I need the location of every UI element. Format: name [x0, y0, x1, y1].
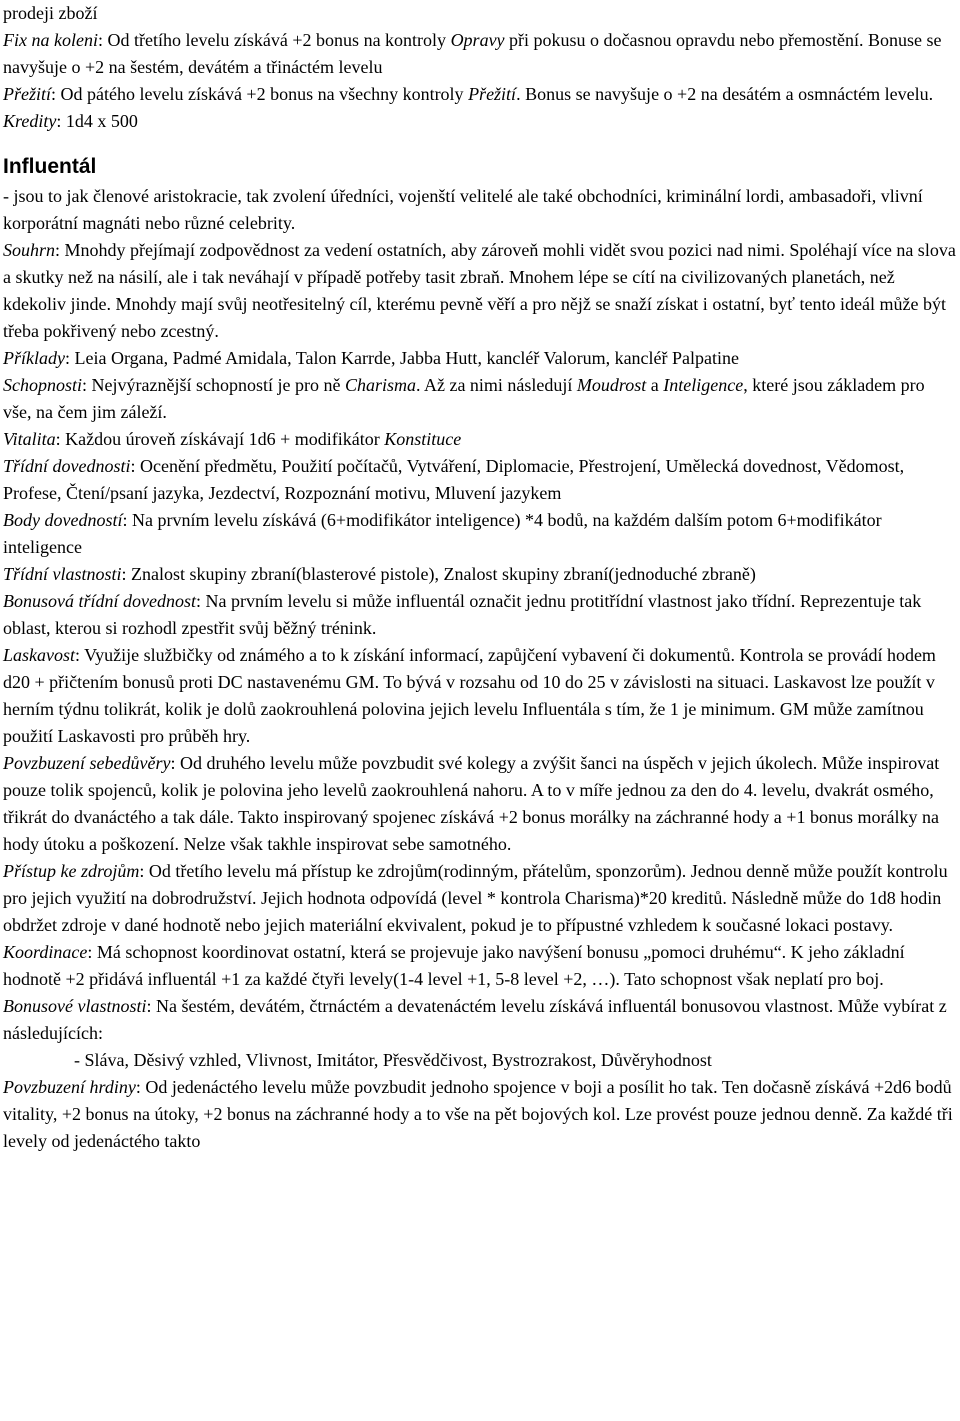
term-bonusove-vlastnosti: Bonusové vlastnosti [3, 996, 147, 1016]
list-bonusove-vlastnosti: - Sláva, Děsivý vzhled, Vlivnost, Imitátor, Přesvědčivost, Bystrozrakost, Důvěryhodnost [74, 1050, 712, 1070]
term-tridni-vlastnosti: Třídní vlastnosti [3, 564, 122, 584]
paragraph-fix-na-koleni: Fix na koleni: Od třetího levelu získává +2 bonus na kontroly Opravy při pokusu o dočasnou opravdu nebo přemostění. Bonuse se navyšuje o +2 na šestém, devátém a třináctém levelu [3, 30, 942, 77]
paragraph-body-dovednosti: Body dovedností: Na prvním levelu získává (6+modifikátor inteligence) *4 bodů, na každém dalším potom 6+modifikátor inteligence [3, 510, 882, 557]
section-heading-influental: Influentál [3, 155, 97, 178]
paragraph-schopnosti: Schopnosti: Nejvýraznější schopností je pro ně Charisma. Až za nimi následují Moudrost a Inteligence, které jsou základem pro vše, na čem jim záleží. [3, 375, 925, 422]
paragraph-povzbuzeni-sebeduvery: Povzbuzení sebedůvěry: Od druhého levelu může povzbudit své kolegy a zvýšit šanci na úspěch v jejich úkolech. Může inspirovat pouze tolik spojenců, kolik je polovina jeho levelů zaokrouhlená nahoru. A to v míře jednou za den do 4. levelu, dvakrát osmého, třikrát do dvanáctého a tak dále. Takto inspirovaný spojenec získává +2 bonus morálky na záchranné hody a +1 bonus morálky na hody útoku a poškození. Nelze však takhle inspirovat sebe samotného. [3, 753, 940, 854]
term-priklady: Příklady [3, 348, 65, 368]
paragraph-vitalita: Vitalita: Každou úroveň získávají 1d6 + modifikátor Konstituce [3, 429, 462, 449]
term-bonusova-dovednost: Bonusová třídní dovednost [3, 591, 196, 611]
term-povzbuzeni-hrdiny: Povzbuzení hrdiny [3, 1077, 136, 1097]
paragraph-preziti: Přežití: Od pátého levelu získává +2 bonus na všechny kontroly Přežití. Bonus se navyšuje o +2 na desátém a osmnáctém levelu. [3, 84, 934, 104]
term-schopnosti: Schopnosti [3, 375, 82, 395]
paragraph-tridni-vlastnosti: Třídní vlastnosti: Znalost skupiny zbraní(blasterové pistole), Znalost skupiny zbraní(jednoduché zbraně) [3, 564, 756, 584]
paragraph-continuation [3, 0, 957, 27]
term-vitalita: Vitalita [3, 429, 56, 449]
term-povzbuzeni-sebeduvery: Povzbuzení sebedůvěry [3, 753, 171, 773]
paragraph-pristup-ke-zdrojum: Přístup ke zdrojům: Od třetího levelu má přístup ke zdrojům(rodinným, přátelům, sponzorům). Jednou denně může použít kontrolu pro jejich využití na dobrodružství. Jejich hodnota odpovídá (level * kontrola Charisma)*20 kreditů. Následně může do 1d8 hodin obdržet zdroje v dané hodnotě nebo jejich materiální ekvivalent, pokud je to přípustné vzhledem k současné lokaci postavy. [3, 861, 948, 935]
term-tridni-dovednosti: Třídní dovednosti [3, 456, 131, 476]
paragraph-kredity: Kredity: 1d4 x 500 [3, 111, 138, 131]
term-fix-na-koleni: Fix na koleni [3, 30, 98, 50]
paragraph-laskavost: Laskavost: Využije službičky od známého a to k získání informací, zapůjčení vybavení či dokumentů. Kontrola se provádí hodem d20 + přičtením bonusů proti DC nastavenému GM. To bývá v rozsahu od 10 do 25 v závislosti na situaci. Laskavost lze použít v herním týdnu tolikrát, kolik je dolů zaokrouhlená polovina jejich levelu Influentála s tím, že 1 je minimum. GM může zamítnou použití Laskavosti pro průběh hry. [3, 645, 936, 746]
paragraph-intro: - jsou to jak členové aristokracie, tak zvolení úředníci, vojenští velitelé ale také obchodníci, kriminální lordi, ambasadoři, vlivní korporátní magnáti nebo různé celebrity. [3, 186, 923, 233]
term-pristup-ke-zdrojum: Přístup ke zdrojům [3, 861, 140, 881]
paragraph-bonusove-vlastnosti: Bonusové vlastnosti: Na šestém, devátém, čtrnáctém a devatenáctém levelu získává influentál bonusovou vlastnost. Může vybírat z následujících: [3, 996, 947, 1043]
term-laskavost: Laskavost [3, 645, 75, 665]
term-souhrn: Souhrn [3, 240, 56, 260]
term-koordinace: Koordinace [3, 942, 88, 962]
term-kredity: Kredity [3, 111, 57, 131]
paragraph-bonusova-dovednost: Bonusová třídní dovednost: Na prvním levelu si může influentál označit jednu protitřídní vlastnost jako třídní. Reprezentuje tak oblast, kterou si rozhodl zpestřit svůj běžný trénink. [3, 591, 922, 638]
text-continuation: prodeji zboží [3, 3, 98, 23]
paragraph-tridni-dovednosti: Třídní dovednosti: Ocenění předmětu, Použití počítačů, Vytváření, Diplomacie, Přestrojení, Umělecká dovednost, Vědomost, Profese, Čtení/psaní jazyka, Jezdectví, Rozpoznání motivu, Mluvení jazykem [3, 456, 905, 503]
term-body-dovednosti: Body dovedností [3, 510, 123, 530]
term-preziti: Přežití [3, 84, 51, 104]
paragraph-souhrn: Souhrn: Mnohdy přejímají zodpovědnost za vedení ostatních, aby zároveň mohli vidět svou pozici nad nimi. Spoléhají více na slova a skutky než na násilí, ale i tak neváhají v případě potřeby tasit zbraň. Mnohem lépe se cítí na civilizovaných planetách, než kdekoliv jinde. Mnohdy mají svůj neotřesitelný cíl, kterému pevně věří a pro nějž se snaží získat i ostatní, byť tento ideál může být třeba pokřivený nebo zcestný. [3, 240, 956, 341]
paragraph-priklady: Příklady: Leia Organa, Padmé Amidala, Talon Karrde, Jabba Hutt, kancléř Valorum, kancléř Palpatine [3, 348, 740, 368]
paragraph-povzbuzeni-hrdiny: Povzbuzení hrdiny: Od jedenáctého levelu může povzbudit jednoho spojence v boji a posílit ho tak. Ten dočasně získává +2d6 bodů vitality, +2 bonus na útoky, +2 bonus na záchranné hody a to vše na pět bojových kol. Lze provést pouze jednou denně. Za každé tři levely od jedenáctého takto [3, 1077, 953, 1151]
paragraph-koordinace: Koordinace: Má schopnost koordinovat ostatní, která se projevuje jako navýšení bonusu „pomoci druhému“. K jeho základní hodnotě +2 přidává influentál +1 za každé čtyři levely(1-4 level +1, 5-8 level +2, …). Tato schopnost však neplatí pro boj. [3, 942, 905, 989]
